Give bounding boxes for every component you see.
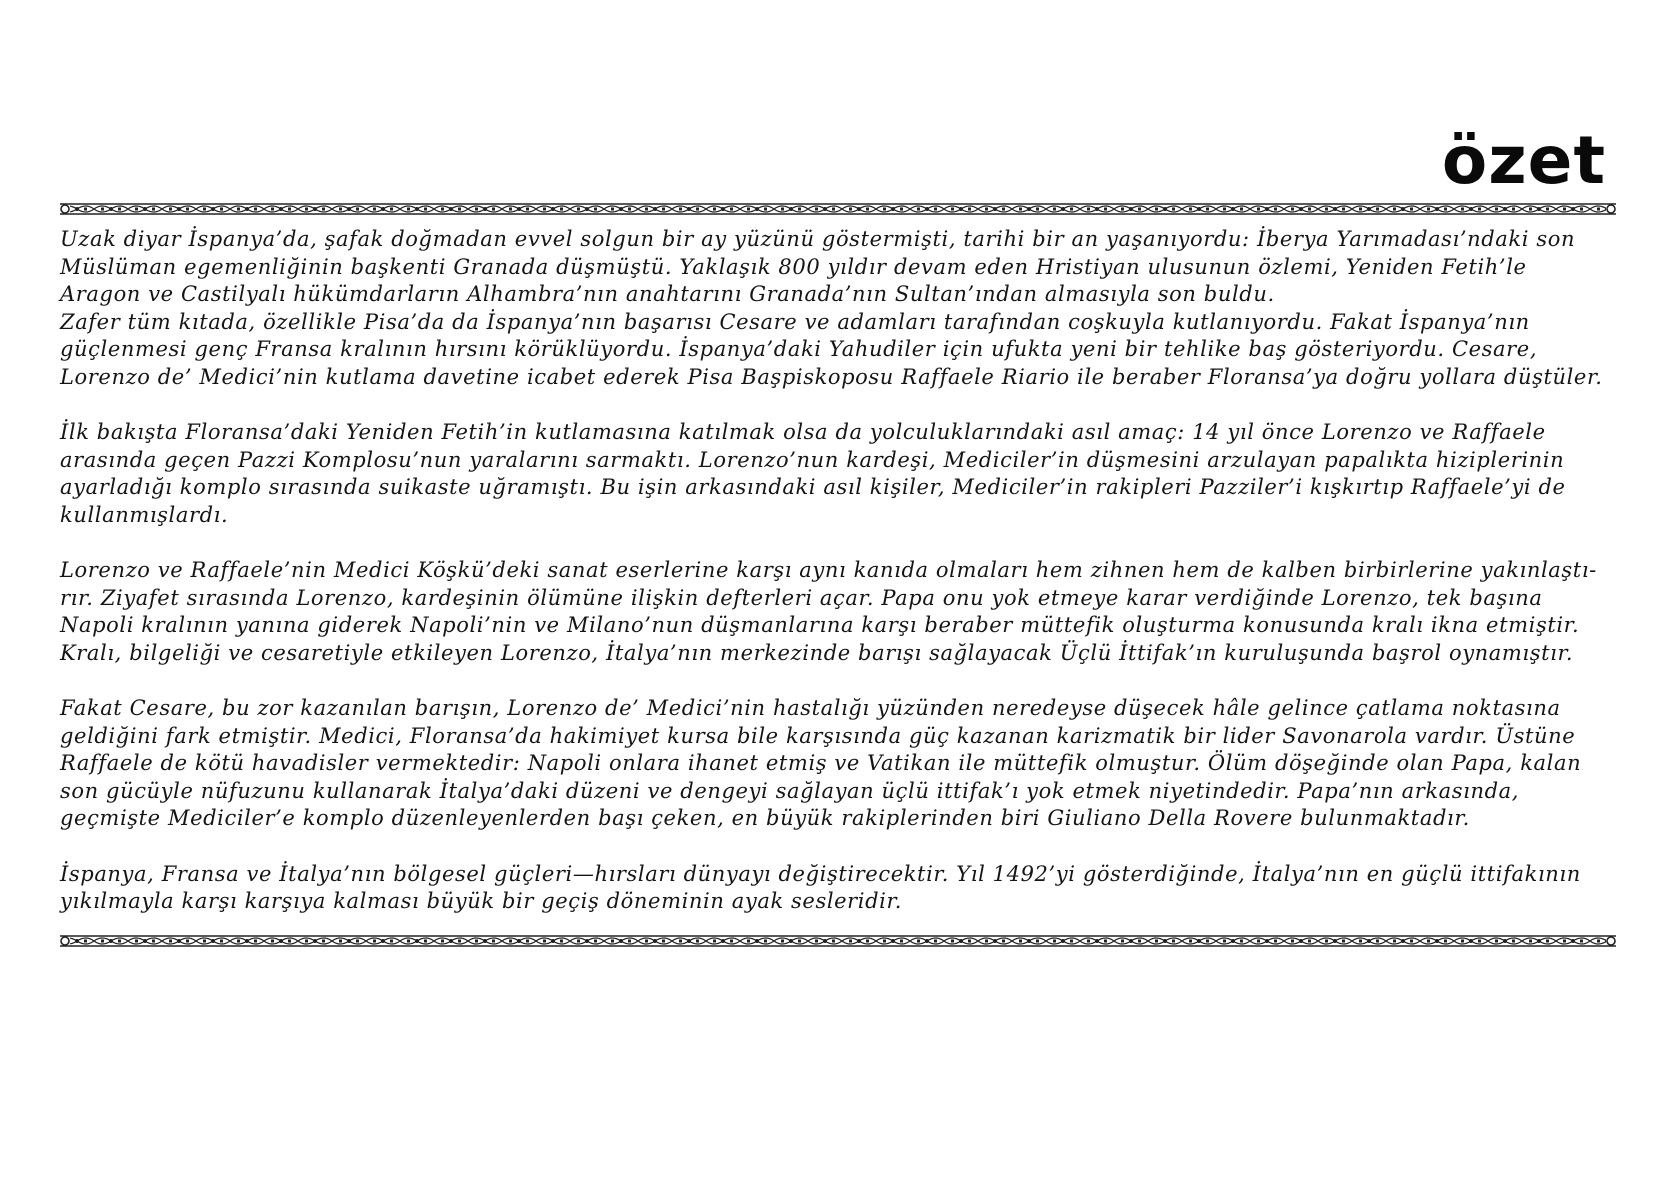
text-line: güçlenmesi genç Fransa kralının hırsını körüklüyordu. İspanya’daki Yahudiler için ufukta yeni bir tehlike baş gösteriyordu. Cesare, [60,337,1538,361]
ornamental-divider-bottom [60,934,1616,948]
page-title: özet [1441,122,1606,199]
text-line: arasında geçen Pazzi Komplosu’nun yaralarını sarmaktı. Lorenzo’nun kardeşi, Mediciler’in düşmesini arzulayan papalıkta hiziplerinin [60,447,1565,472]
text-line: son gücüyle nüfuzunu kullanarak İtalya’daki düzeni ve dengeyi sağlayan üçlü ittifak’ı yok etmek niyetindedir. Papa’nın arkasında, [60,778,1520,803]
text-line: Lorenzo de’ Medici’nin kutlama davetine icabet ederek Pisa Başpiskoposu Raffaele Riario ile beraber Floransa’ya doğru yollara düştüler. [60,364,1603,389]
text-line: İspanya, Fransa ve İtalya’nın bölgesel güçleri—hırsları dünyayı değiştirecektir. Yıl 1492’yi gösterdiğinde, İtalya’nın en güçlü ittifakının [60,861,1581,886]
text-line: Aragon ve Castilyalı hükümdarların Alhambra’nın anahtarını Granada’nın Sultan’ından almasıyla son buldu. [60,282,1275,306]
text-line: Fakat Cesare, bu zor kazanılan barışın, Lorenzo de’ Medici’nin hastalığı yüzünden neredeyse düşecek hâle gelince çatlama noktasına [60,696,1561,720]
text-line: Uzak diyar İspanya’da, şafak doğmadan evvel solgun bir ay yüzünü göstermişti, tarihi bir an yaşanıyordu: İberya Yarımadası’ndaki son [60,227,1576,251]
text-line: rır. Ziyafet sırasında Lorenzo, kardeşinin ölümüne ilişkin defterleri açar. Papa onu yok etmeye karar verdiğinde Lorenzo, tek başına [60,585,1543,610]
summary-body [60,226,1650,944]
text-line: Lorenzo ve Raffaele’nin Medici Köşkü’deki sanat eserlerine karşı aynı kanıda olmaları hem zihnen hem de kalben birbirlerine yakınlaştı- [60,558,1597,582]
text-line: İlk bakışta Floransa’daki Yeniden Fetih’in kutlamasına katılmak olsa da yolculuklarındaki asıl amaç: 14 yıl önce Lorenzo ve Raffaele [60,420,1546,444]
text-line: Napoli kralının yanına giderek Napoli’nin ve Milano’nun düşmanlarına karşı beraber müttefik oluşturma konusunda kralı ikna etmiştir. [60,613,1580,637]
paragraph-2 [60,419,1650,529]
text-line: Zafer tüm kıtada, özellikle Pisa’da da İspanya’nın başarısı Cesare ve adamları tarafından coşkuyla kutlanıyordu. Fakat İspanya’nın [60,309,1530,334]
paragraph-5 [60,861,1650,916]
text-line: geçmişte Mediciler’e komplo düzenleyenlerden başı çeken, en büyük rakiplerinden biri Giuliano Della Rovere bulunmaktadır. [60,806,1470,830]
text-line: Kralı, bilgeliği ve cesaretiyle etkileyen Lorenzo, İtalya’nın merkezinde barışı sağlayacak Üçlü İttifak’ın kuruluşunda başrol oynamıştır. [60,640,1574,665]
text-line: geldiğini fark etmiştir. Medici, Floransa’da hakimiyet kursa bile karşısında güç kazanan karizmatik bir lider Savonarola vardır. Üstüne [60,723,1576,748]
text-line: Müslüman egemenliğinin başkenti Granada düşmüştü. Yaklaşık 800 yıldır devam eden Hristiyan ulusunun özlemi, Yeniden Fetih’le [60,254,1527,279]
text-line: Raffaele de kötü havadisler vermektedir: Napoli onlara ihanet etmiş ve Vatikan ile müttefik olmuştur. Ölüm döşeğinde olan Papa, kalan [60,751,1582,775]
text-line: ayarladığı komplo sırasında suikaste uğramıştı. Bu işin arkasındaki asıl kişiler, Mediciler’in rakipleri Pazziler’i kışkırtıp Raffaele’yi de [60,475,1566,499]
paragraph-1 [60,226,1650,391]
paragraph-3 [60,557,1650,667]
ornamental-divider-top [60,202,1616,216]
text-line: yıkılmayla karşı karşıya kalması büyük bir geçiş döneminin ayak sesleridir. [60,889,903,913]
paragraph-4 [60,695,1650,833]
text-line: kullanmışlardı. [60,502,229,527]
